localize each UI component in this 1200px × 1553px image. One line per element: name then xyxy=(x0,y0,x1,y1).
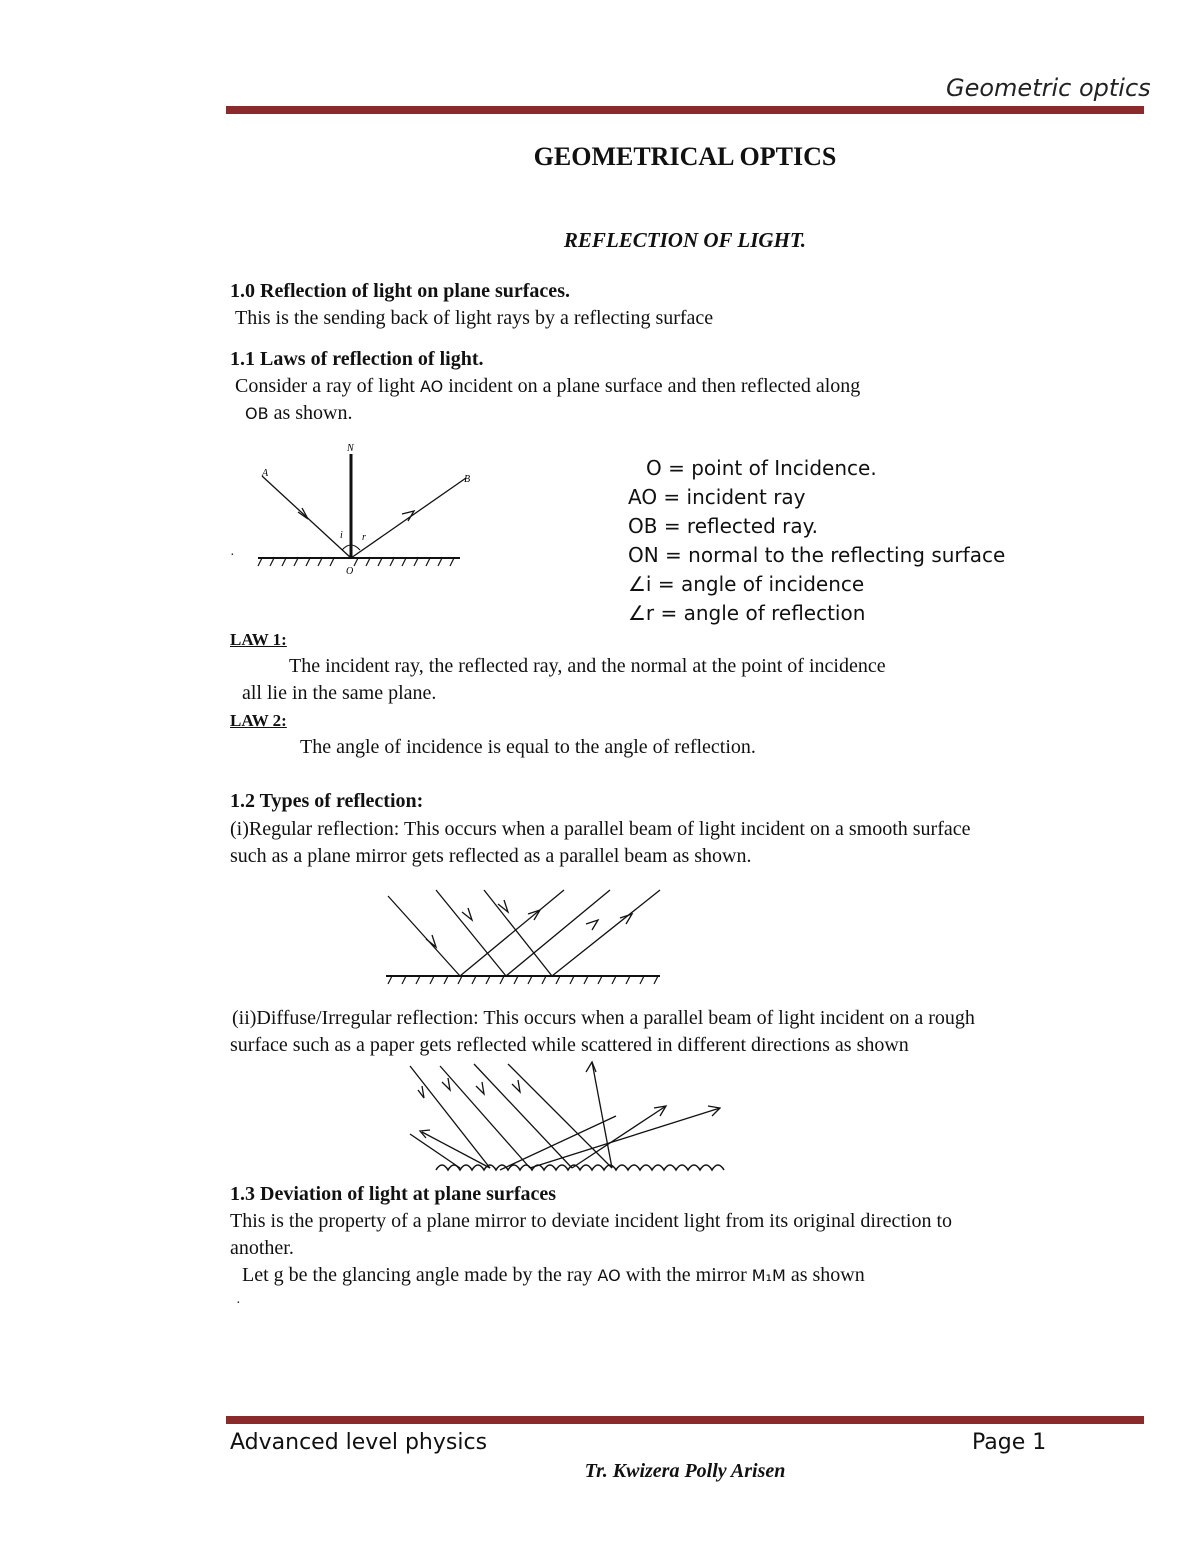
document-title: GEOMETRICAL OPTICS xyxy=(533,142,837,171)
text-1-3-b: with the mirror xyxy=(620,1264,752,1286)
diffuse-reflection-line2: surface such as a paper gets reflected while scattered in different directions as shown xyxy=(230,1034,909,1056)
label-o: O xyxy=(346,566,354,577)
heading-1-1: 1.1 Laws of reflection of light. xyxy=(230,348,484,370)
rough-surface xyxy=(436,1165,724,1170)
heading-1-2: 1.2 Types of reflection: xyxy=(230,790,424,812)
text-1-3-line3 xyxy=(242,1264,865,1287)
footer-rule xyxy=(226,1416,1144,1424)
reflected-beam xyxy=(460,890,660,976)
symbol-ob: OB xyxy=(245,404,269,423)
symbol-ao: AO xyxy=(419,377,444,396)
regular-reflection-diagram xyxy=(380,884,670,994)
diffuse-reflected-rays xyxy=(410,1062,720,1170)
regular-reflection-line1: (i)Regular reflection: This occurs when a parallel beam of light incident on a smooth surface xyxy=(230,818,971,840)
law1-line2: all lie in the same plane. xyxy=(242,682,437,704)
header-rule xyxy=(226,106,1144,114)
diffuse-reflection-line1: (ii)Diffuse/Irregular reflection: This occurs when a parallel beam of light incident on a rough xyxy=(232,1007,975,1029)
text-1-3-line2: another. xyxy=(230,1237,294,1259)
mirror-hatching xyxy=(258,558,454,566)
law2-text: The angle of incidence is equal to the angle of reflection. xyxy=(300,736,756,758)
label-i: i xyxy=(340,530,343,541)
text-1-3-a: Let g be the glancing angle made by the ray xyxy=(242,1264,598,1286)
text-1-1-c: as shown. xyxy=(268,402,353,424)
legend-item-o: O = point of Incidence. xyxy=(646,456,877,480)
text-1-1-line2 xyxy=(245,402,352,425)
footer-author: Tr. Kwizera Polly Arisen xyxy=(584,1460,786,1482)
footer-page-number: Page 1 xyxy=(972,1430,1047,1455)
legend-item-ao: AO = incident ray xyxy=(628,485,806,509)
running-header: Geometric optics xyxy=(946,74,1151,102)
footer-course: Advanced level physics xyxy=(230,1430,488,1455)
label-b: B xyxy=(464,474,471,485)
incident-beam xyxy=(388,890,552,976)
law2-label: LAW 2: xyxy=(230,711,287,730)
reflected-ray xyxy=(351,478,466,558)
label-n: N xyxy=(347,443,354,454)
text-1-3-c: as shown xyxy=(785,1264,865,1286)
legend-item-ob: OB = reflected ray. xyxy=(628,514,818,538)
legend-item-i: ∠i = angle of incidence xyxy=(628,572,865,596)
diffuse-incident-rays xyxy=(410,1064,612,1168)
reflection-diagram xyxy=(220,440,480,580)
stray-dot: · xyxy=(230,548,235,563)
regular-reflection-line2: such as a plane mirror gets reflected as a parallel beam as shown. xyxy=(230,845,752,867)
symbol-ao-2: AO xyxy=(597,1266,621,1285)
label-a: A xyxy=(262,468,269,479)
symbol-m1m: M₁M xyxy=(751,1266,786,1285)
law1-label: LAW 1: xyxy=(230,630,287,649)
text-1-1-b: incident on a plane surface and then reflected along xyxy=(443,375,861,397)
stray-dot-2: · xyxy=(236,1296,241,1311)
text-1-1-a: Consider a ray of light xyxy=(235,375,420,397)
heading-1-0: 1.0 Reflection of light on plane surfaces. xyxy=(230,280,570,302)
figure-legend xyxy=(628,454,1005,628)
heading-1-3: 1.3 Deviation of light at plane surfaces xyxy=(230,1183,557,1205)
section-subtitle: REFLECTION OF LIGHT. xyxy=(563,228,807,252)
law1-line1: The incident ray, the reflected ray, and the normal at the point of incidence xyxy=(289,655,886,677)
text-1-1-line1 xyxy=(235,375,860,398)
text-1-3-line1: This is the property of a plane mirror to deviate incident light from its original direction to xyxy=(230,1210,953,1232)
label-r: r xyxy=(362,532,366,543)
legend-item-r: ∠r = angle of reflection xyxy=(628,601,866,625)
diffuse-reflection-diagram xyxy=(400,1058,730,1178)
text-1-0: This is the sending back of light rays by a reflecting surface xyxy=(235,307,714,329)
smooth-mirror-hatching xyxy=(388,976,658,984)
legend-item-on: ON = normal to the reflecting surface xyxy=(628,543,1006,567)
